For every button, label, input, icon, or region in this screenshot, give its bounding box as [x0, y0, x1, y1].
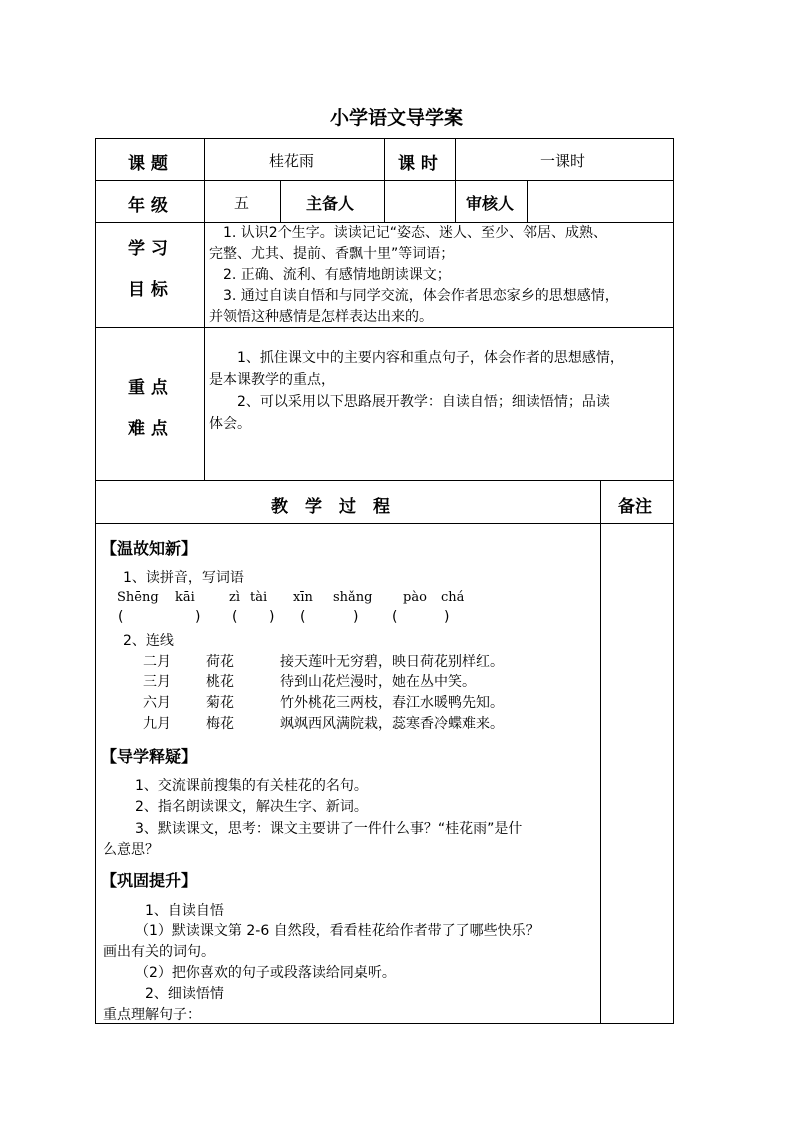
bracket: ) — [195, 609, 201, 625]
goal-line: 完整、尤其、提前、香飘十里”等词语； — [209, 246, 455, 262]
month: 二月 — [143, 654, 171, 670]
bracket: ( — [392, 609, 398, 625]
notes-header: 备注 — [618, 497, 652, 517]
poem: 竹外桃花三两枝，春江水暖鸭先知。 — [280, 695, 504, 711]
period-label: 课 时 — [398, 154, 438, 174]
month: 三月 — [143, 674, 171, 690]
key-line: 1、抓住课文中的主要内容和重点句子，体会作者的思想感情， — [209, 350, 624, 366]
guide-line: 2、指名朗读课文，解决生字、新词。 — [135, 799, 368, 815]
pinyin: shǎng — [333, 590, 373, 605]
flower: 桃花 — [206, 674, 234, 690]
topic-label: 课 题 — [128, 154, 168, 174]
guide-line: 么意思？ — [103, 842, 159, 858]
pinyin: kāi — [175, 590, 195, 605]
pinyin: zì — [229, 590, 241, 605]
key-line: 体会。 — [209, 416, 251, 432]
bracket: ( — [232, 609, 238, 625]
consolidate-line: （2）把你喜欢的句子或段落读给同桌听。 — [135, 965, 396, 981]
goal-line: 并领悟这种感情是怎样表达出来的。 — [209, 309, 433, 325]
poem: 接天莲叶无穷碧，映日荷花别样红。 — [280, 654, 504, 670]
process-header: 教 学 过 程 — [271, 497, 390, 517]
goal-line: 3. 通过自读自悟和与同学交流，体会作者思恋家乡的思想感情， — [209, 288, 619, 304]
topic-value: 桂花雨 — [269, 152, 315, 170]
guide-line: 1、交流课前搜集的有关桂花的名句。 — [135, 778, 368, 794]
bracket: ( — [300, 609, 306, 625]
consolidate-title: 【巩固提升】 — [101, 871, 198, 890]
preparer-label: 主备人 — [306, 194, 355, 213]
month: 六月 — [143, 695, 171, 711]
guide-line: 3、默读课文，思考：课文主要讲了一件什么事？“桂花雨”是什 — [135, 821, 523, 837]
guide-title: 【导学释疑】 — [101, 747, 198, 766]
review-q1: 1、读拼音，写词语 — [123, 570, 244, 586]
pinyin: xīn — [293, 590, 313, 605]
grade-label: 年 级 — [128, 196, 168, 216]
consolidate-line: （1）默读课文第 2-6 自然段，看看桂花给作者带了了哪些快乐？ — [135, 923, 540, 939]
page-title: 小学语文导学案 — [329, 107, 463, 129]
consolidate-line: 重点理解句子： — [103, 1007, 201, 1023]
poem: 飒飒西风满院栽，蕊寒香冷蝶难来。 — [280, 716, 504, 732]
key-line: 是本课教学的重点， — [209, 372, 335, 388]
consolidate-line: 画出有关的词句。 — [103, 944, 215, 960]
bracket: ) — [269, 609, 275, 625]
goals-text — [209, 223, 619, 328]
goals-label-2: 目 标 — [128, 280, 168, 300]
pinyin: tài — [250, 590, 268, 605]
goal-line: 2. 正确、流利、有感情地朗读课文； — [209, 267, 451, 283]
flower: 梅花 — [206, 716, 234, 732]
pinyin: chá — [441, 590, 465, 605]
key-label-1: 重 点 — [128, 378, 168, 398]
key-text — [209, 347, 624, 435]
grade-value: 五 — [234, 194, 250, 212]
flower: 菊花 — [206, 695, 234, 711]
pinyin: pào — [403, 590, 427, 605]
consolidate-line: 2、细读悟情 — [145, 986, 224, 1002]
flower: 荷花 — [206, 654, 234, 670]
goal-line: 1. 认识2个生字。读读记记“姿态、迷人、至少、邻居、成熟、 — [209, 225, 607, 241]
period-value: 一课时 — [540, 152, 586, 170]
poem: 待到山花烂漫时，她在丛中笑。 — [280, 674, 476, 690]
bracket: ) — [444, 609, 450, 625]
consolidate-line: 1、自读自悟 — [145, 903, 224, 919]
bracket: ( — [118, 609, 124, 625]
key-label-2: 难 点 — [128, 419, 168, 439]
review-title: 【温故知新】 — [101, 539, 198, 558]
reviewer-label: 审核人 — [466, 194, 515, 213]
review-q2: 2、连线 — [123, 633, 174, 649]
bracket: ) — [353, 609, 359, 625]
key-line: 2、可以采用以下思路展开教学：自读自悟；细读悟情；品读 — [209, 394, 610, 410]
month: 九月 — [143, 716, 171, 732]
goals-label-1: 学 习 — [128, 239, 168, 259]
pinyin: Shēng — [117, 590, 159, 605]
